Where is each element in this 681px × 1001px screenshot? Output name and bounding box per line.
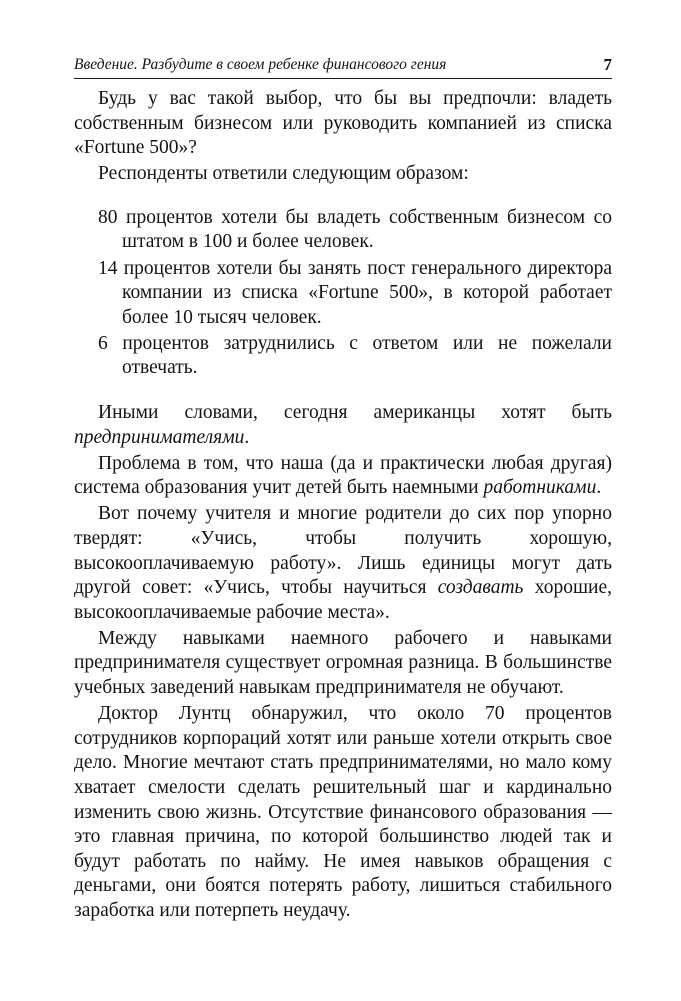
- list-item-text: 6 процентов затруднились с ответом или не пожелали отвечать.: [98, 332, 612, 379]
- list-item: [98, 257, 612, 331]
- emphasis-text: создавать: [437, 577, 524, 599]
- survey-results-list: [74, 206, 612, 381]
- paragraph-question: Будь у вас такой выбор, что бы вы предпочли: владеть собственным бизнесом или руководить компанией из списка «Fortune 500»?: [74, 88, 612, 159]
- running-title: Введение. Разбудите в своем ребенке финансового гения: [74, 56, 447, 73]
- text-run: .: [596, 477, 602, 499]
- paragraph-teachers-advice: [74, 502, 612, 625]
- emphasis-text: предпринимателями: [74, 426, 245, 448]
- text-run: Иными словами, сегодня американцы хотят быть: [98, 402, 612, 424]
- paragraph-luntz-findings: Доктор Лунтц обнаружил, что около 70 процентов сотрудников корпораций хотят или раньше хотели открыть свое дело. Многие мечтают стать предпринимателями, но мало кому хватает смелости сделать решительный шаг и кардинально изменить свою жизнь. Отсутствие финансового образования — это главная причина, по которой большинство людей так и будут работать по найму. Не имея навыков обращения с деньгами, они боятся потерять работу, лишиться стабильного заработка или потерпеть неудачу.: [74, 703, 612, 921]
- paragraph-entrepreneurs: [74, 401, 612, 450]
- list-item-text: 80 процентов хотели бы владеть собственным бизнесом со штатом в 100 и более человек.: [98, 206, 612, 253]
- paragraph-education-problem: [74, 452, 612, 501]
- text-run: Проблема в том, что наша (да и практически любая другая) система образования учит детей быть наемными: [74, 452, 612, 499]
- paragraph-skills-difference: Между навыками наемного рабочего и навыками предпринимателя существует огромная разница. В большинстве учебных заведений навыкам предпринимателя не обучают.: [74, 627, 612, 699]
- text-run: хорошие, высокооплачиваемые рабочие места».: [74, 577, 612, 623]
- text-run: .: [244, 426, 250, 448]
- list-item-text: 14 процентов хотели бы занять пост генерального директора компании из списка «Fortune 500», в которой работает более 10 тысяч человек.: [98, 257, 612, 328]
- list-item: [98, 332, 612, 381]
- page-body: [74, 87, 612, 924]
- text-run: Вот почему учителя и многие родители до сих пор упорно твердят: «Учись, чтобы получить хорошую, высокооплачиваемую работу». Лишь единицы могут дать другой совет: «Учись, чтобы научиться: [74, 503, 612, 599]
- page-number: 7: [603, 55, 612, 74]
- emphasis-text: работниками: [483, 477, 597, 499]
- paragraph-respondents: Респонденты ответили следующим образом:: [98, 163, 469, 185]
- running-header: [74, 52, 612, 79]
- book-page: [74, 52, 612, 925]
- list-item: [98, 206, 612, 255]
